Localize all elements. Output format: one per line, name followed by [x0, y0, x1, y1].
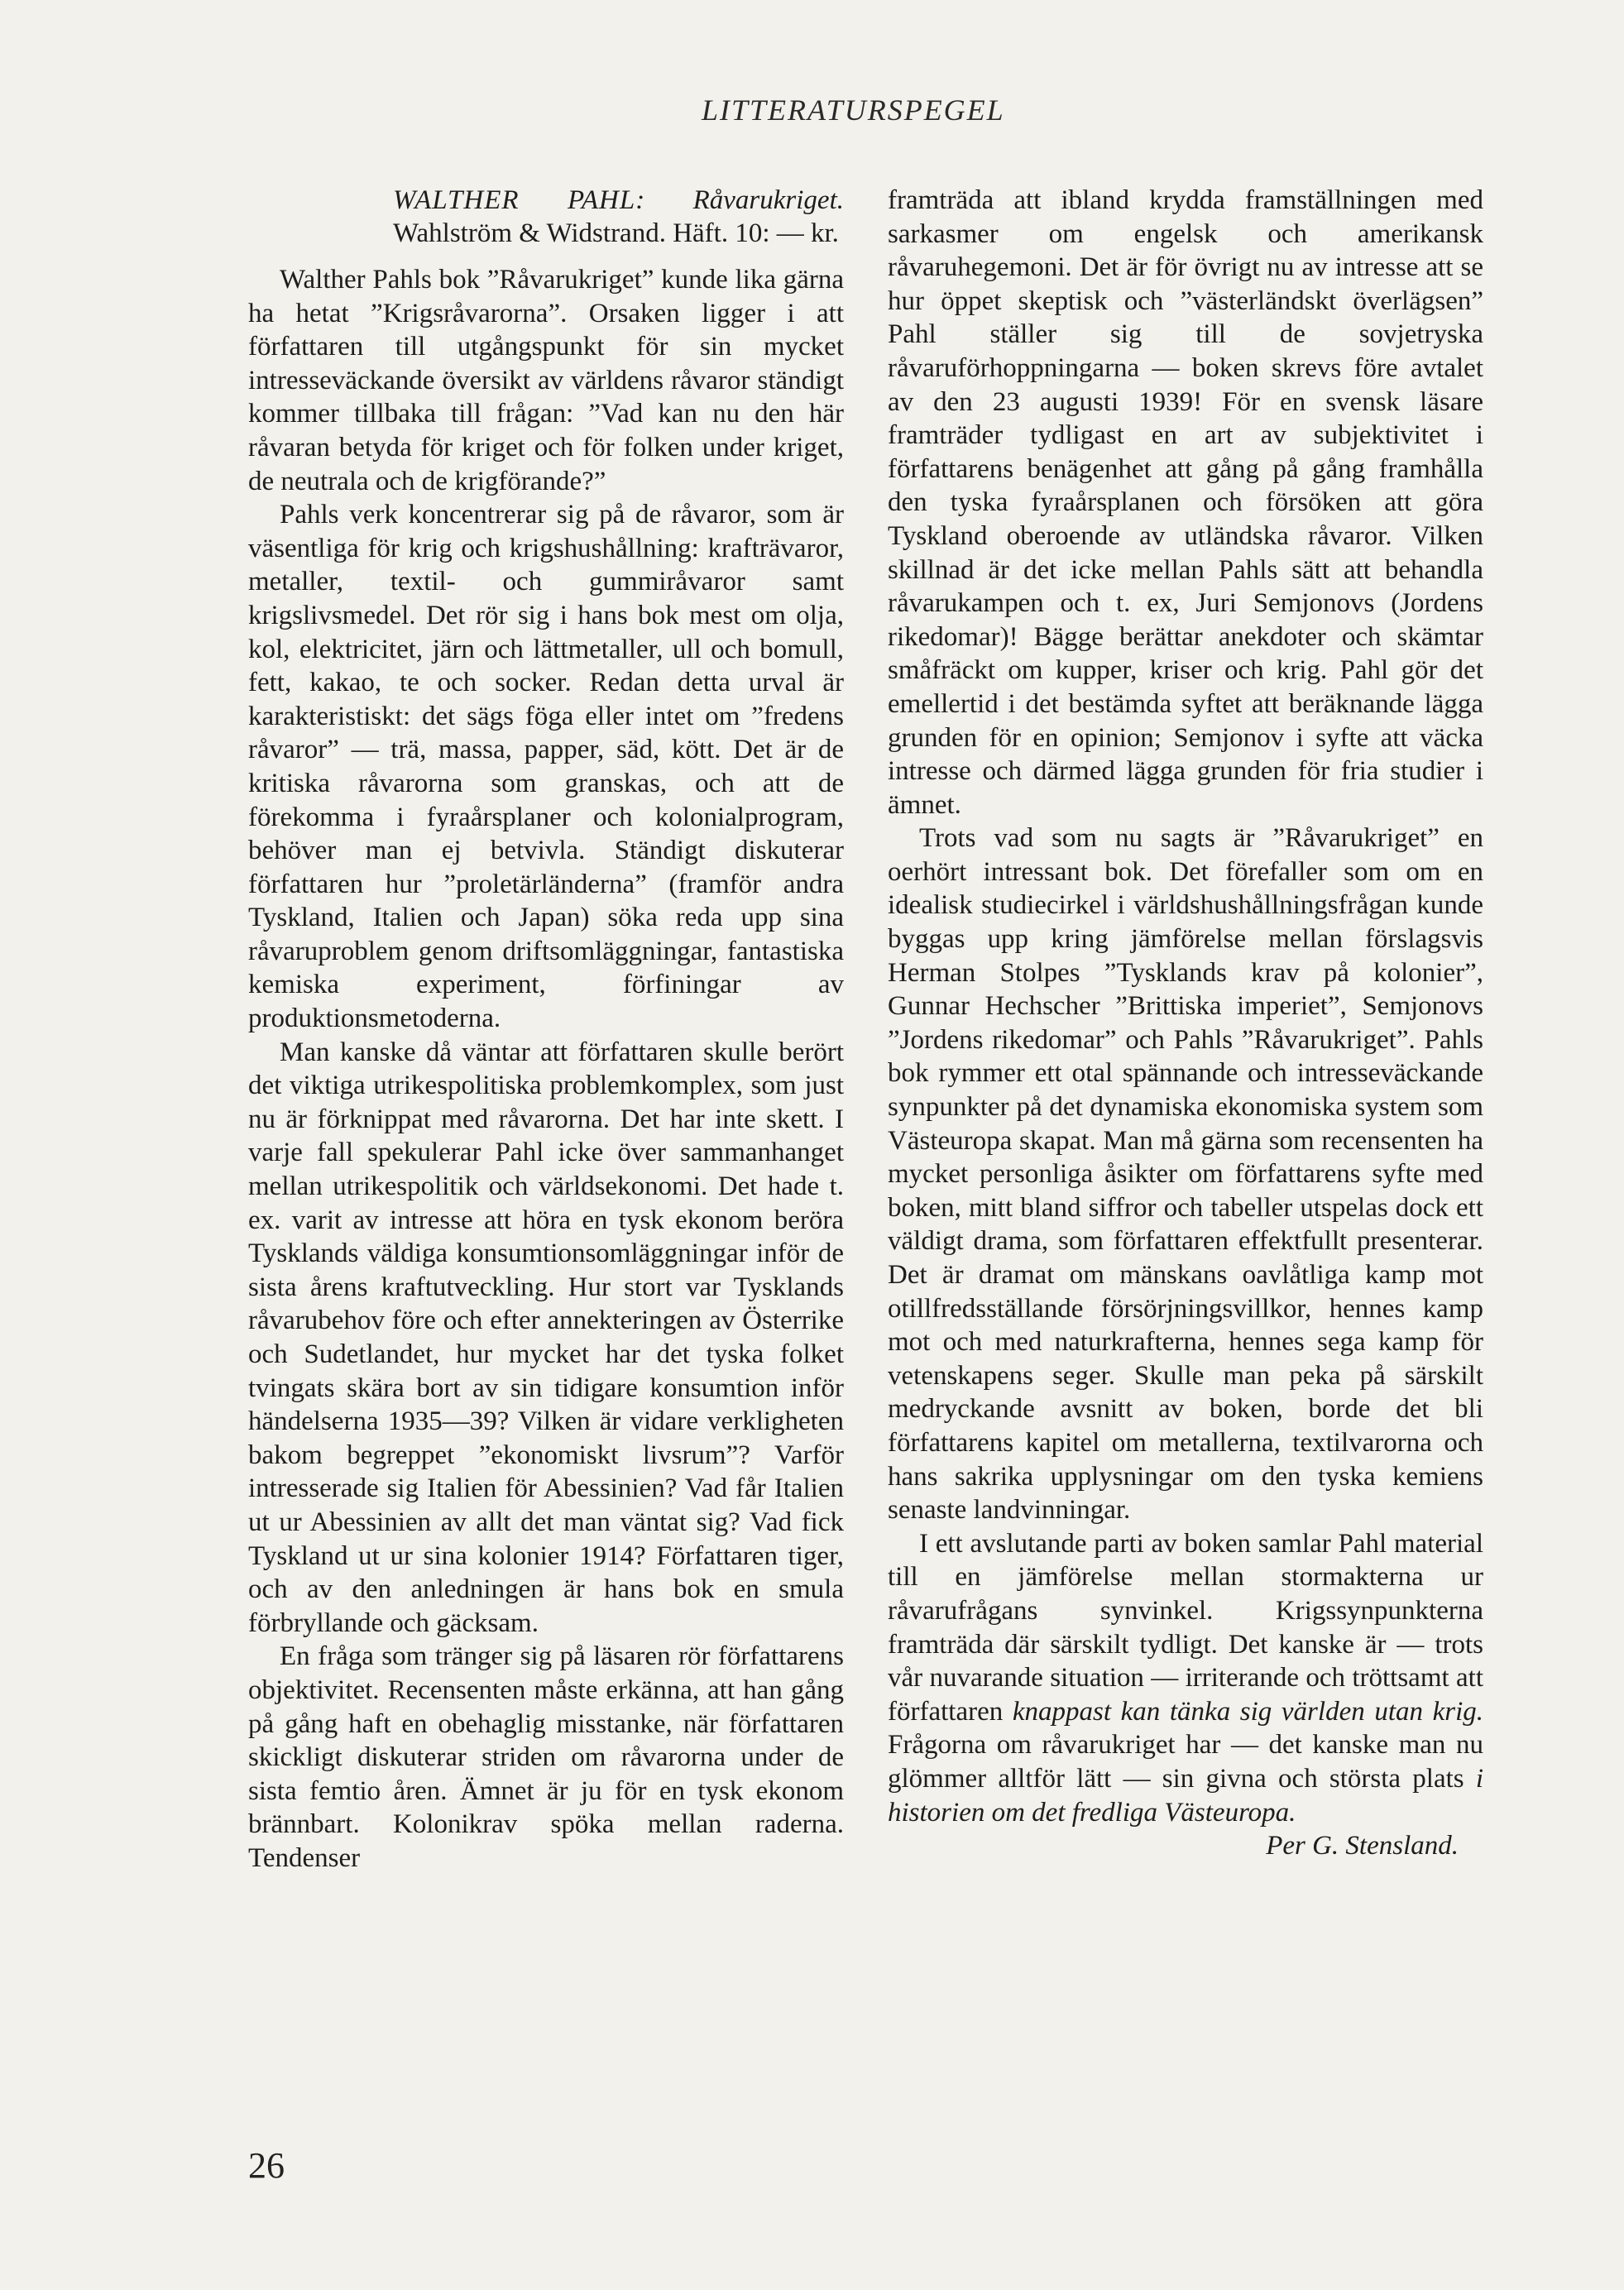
review-author: WALTHER PAHL: — [393, 185, 646, 215]
running-head: LITTERATURSPEGEL — [702, 93, 1005, 127]
review-heading — [248, 184, 844, 250]
review-publisher-info: Wahlström & Widstrand. Häft. 10: — kr. — [393, 218, 839, 248]
final-italic-2: i historien om det fredliga Västeuropa. — [888, 1763, 1483, 1828]
final-paragraph — [888, 1527, 1483, 1829]
paragraph-continued: framträda att ibland krydda framställningen med sarkasmer om engelsk och amerikansk råvaruhegemoni. Det är för övrigt nu av intresse att se hur öppet skeptisk och ”västerländskt överlägsen” Pahl ställer sig till de sovjetryska råvaruförhoppningarna — boken skrevs före avtalet av den 23 augusti 1939! För en svensk läsare framträder tydligast en art av subjektivitet i författarens benägenhet att gång på gång framhålla den tyska fyraårsplanen och försöken att göra Tyskland oberoende av utländska råvaror. Vilken skillnad är det icke mellan Pahls sätt att behandla råvarukampen och t. ex, Juri Semjonovs (Jordens rikedomar)! Bägge berättar anekdoter och skämtar småfräckt om kupper, kriser och krig. Pahl gör det emellertid i det bestämda syftet att beräknande lägga grunden för en opinion; Semjonov i syfte att väcka intresse och därmed lägga grunden för fria studier i ämnet. — [888, 185, 1483, 820]
right-column — [888, 184, 1483, 1863]
left-column — [248, 184, 844, 1876]
paragraph: En fråga som tränger sig på läsaren rör författarens objektivitet. Recensenten måste erkänna, att han gång på gång haft en obehaglig misstanke, när författaren skickligt diskuterar striden om råvarorna under de sista femtio åren. Ämnet är ju för en tysk ekonom brännbart. Kolonikrav spöka mellan raderna. Tendenser — [248, 1641, 844, 1873]
review-book-title: Råvarukriget. — [692, 185, 844, 215]
final-text-1: I ett avslutande parti av boken samlar Pahl material till en jämförelse mellan stormakterna ur råvarufrågans synvinkel. Krigssynpunkterna framträda där särskilt tydligt. Det kanske är — trots vår nuvarande situation — irriterande och tröttsamt att författaren — [888, 1528, 1483, 1727]
paragraph: Man kanske då väntar att författaren skulle berört det viktiga utrikespolitiska problemkomplex, som just nu är förknippat med råvarorna. Det har inte skett. I varje fall spekulerar Pahl icke över sammanhanget mellan utrikespolitik och världsekonomi. Det hade t. ex. varit av intresse att höra en tysk ekonom beröra Tysklands väldiga konsumtionsomläggningar inför de sista årens kraftutveckling. Hur stort var Tysklands råvarubehov före och efter annekteringen av Österrike och Sudetlandet, hur mycket har det tyska folket tvingats skära bort av sin tidigare konsumtion inför händelserna 1935—39? Vilken är vidare verkligheten bakom begreppet ”ekonomiskt livsrum”? Varför intresserade sig Italien för Abessinien? Vad får Italien ut ur Abessinien av allt det man väntat sig? Vad fick Tyskland ut ur sina kolonier 1914? Författaren tiger, och av den anledningen är hans bok en smula förbryllande och gäcksam. — [248, 1037, 844, 1638]
final-text-2: Frågorna om råvarukriget har — det kanske man nu glömmer alltför lätt — sin givna och största plats — [888, 1730, 1483, 1794]
paragraph: Trots vad som nu sagts är ”Råvarukriget” en oerhört intressant bok. Det förefaller som om en idealisk studiecirkel i världshushållningsfrågan kunde byggas upp kring jämförelse mellan förslagsvis Herman Stolpes ”Tysklands krav på kolonier”, Gunnar Hechscher ”Brittiska imperiet”, Semjonovs ”Jordens rikedomar” och Pahls ”Råvarukriget”. Pahls bok rymmer ett otal spännande och intresseväckande synpunkter på det dynamiska ekonomiska system som Västeuropa skapat. Man må gärna som recensenten ha mycket personliga åsikter om författarens syfte med boken, mitt bland siffror och tabeller utspelas dock ett väldigt drama, som författaren effektfullt presenterar. Det är dramat om mänskans oavlåtliga kamp mot otillfredsställande försörjningsvillkor, hennes kamp mot och med naturkrafterna, hennes sega kamp för vetenskapens seger. Skulle man peka på särskilt medryckande avsnitt av boken, borde det bli författarens kapitel om metallerna, textilvarorna och hans sakrika upplysningar om den tyska kemiens senaste landvinningar. — [888, 823, 1483, 1526]
final-italic-1: knappast kan tänka sig världen utan krig. — [1012, 1696, 1484, 1727]
reviewer-signature: Per G. Stensland. — [1266, 1831, 1459, 1861]
paragraph: Pahls verk koncentrerar sig på de råvaror, som är väsentliga för krig och krigshushållning: krafträvaror, metaller, textil- och gummiråvaror samt krigslivsmedel. Det rör sig i hans bok mest om olja, kol, elektricitet, järn och lättmetaller, ull och bomull, fett, kakao, te och socker. Redan detta urval är karakteristiskt: det sägs föga eller intet om ”fredens råvaror” — trä, massa, papper, säd, kött. Det är de kritiska råvarorna som granskas, och att de förekomma i fyraårsplaner och kolonialprogram, behöver man ej betvivla. Ständigt diskuterar författaren hur ”proletärländerna” (framför andra Tyskland, Italien och Japan) söka reda upp sina råvaruproblem genom driftsomläggningar, fantastiska kemiska experiment, förfiningar av produktionsmetoderna. — [248, 500, 844, 1034]
paragraph: Walther Pahls bok ”Råvarukriget” kunde lika gärna ha hetat ”Krigsråvarorna”. Orsaken ligger i att författaren till utgångspunkt för sin mycket intresseväckande översikt av världens råvaror ständigt kommer tillbaka till frågan: ”Vad kan nu den här råvaran betyda för kriget och för folken under kriget, de neutrala och de krigförande?” — [248, 265, 844, 496]
page-number: 26 — [248, 2145, 285, 2186]
